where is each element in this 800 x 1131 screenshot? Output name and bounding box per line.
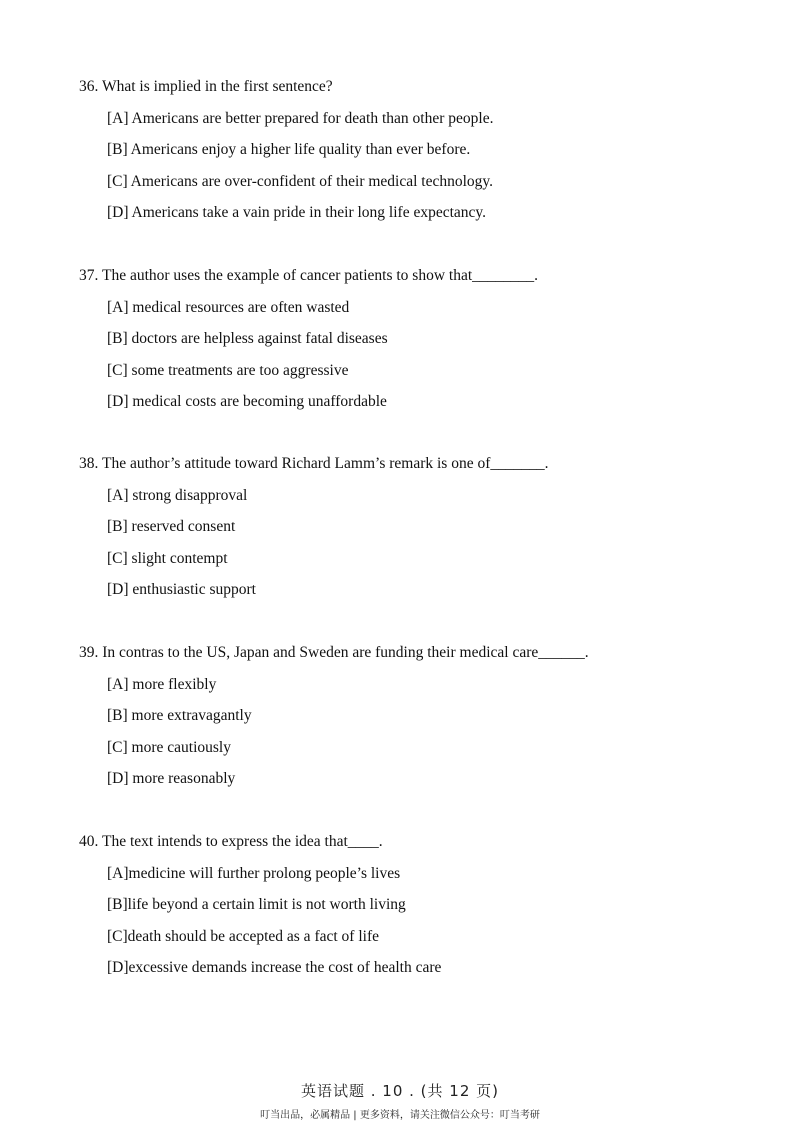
- question-stem: [79, 643, 739, 663]
- question-text: In contras to the US, Japan and Sweden are funding their medical care: [102, 644, 539, 661]
- option-c: [C]death should be accepted as a fact of life: [107, 927, 379, 945]
- question-36: [79, 77, 739, 223]
- question-stem: [79, 77, 739, 97]
- question-37: [79, 266, 739, 412]
- option-c: [C] some treatments are too aggressive: [107, 361, 349, 379]
- option-a: [A] Americans are better prepared for death than other people.: [107, 109, 494, 127]
- option-a: [A]medicine will further prolong people’s lives: [107, 864, 401, 882]
- option-c: [C] Americans are over-confident of their medical technology.: [107, 172, 494, 190]
- question-text: The text intends to express the idea that: [101, 833, 348, 850]
- question-text: The author’s attitude toward Richard Lamm’s remark is one of: [101, 455, 491, 472]
- answer-blank: _______.: [490, 455, 549, 472]
- answer-blank: ____.: [347, 833, 383, 850]
- watermark-note: 叮当出品，必属精品 | 更多资料，请关注微信公众号：叮当考研: [260, 1110, 540, 1121]
- question-number: 37.: [79, 267, 99, 284]
- option-d: [D] medical costs are becoming unaffordable: [107, 393, 387, 410]
- option-a: [A] more flexibly: [107, 675, 217, 693]
- question-39: [79, 643, 739, 789]
- answer-blank: ________.: [472, 267, 539, 284]
- option-d: [D] enthusiastic support: [107, 581, 256, 598]
- question-40: [79, 832, 739, 978]
- option-a: [A] strong disapproval: [107, 486, 248, 504]
- option-b: [B] doctors are helpless against fatal diseases: [107, 330, 388, 347]
- option-a: [A] medical resources are often wasted: [107, 298, 350, 316]
- option-d: [D] Americans take a vain pride in their long life expectancy.: [107, 204, 487, 221]
- question-number: 39.: [79, 644, 99, 661]
- answer-blank: ______.: [538, 644, 589, 661]
- question-38: [79, 454, 739, 600]
- option-b: [B] more extravagantly: [107, 707, 252, 724]
- option-c: [C] slight contempt: [107, 549, 228, 567]
- question-number: 36.: [79, 78, 99, 95]
- question-stem: [79, 832, 739, 852]
- page-number-footer: 英语试题 . 10 . (共 12 页): [300, 1082, 500, 1100]
- option-b: [B]life beyond a certain limit is not worth living: [107, 896, 406, 913]
- option-c: [C] more cautiously: [107, 738, 231, 756]
- question-stem: [79, 454, 739, 474]
- option-d: [D]excessive demands increase the cost of health care: [107, 959, 442, 976]
- question-stem: [79, 266, 739, 286]
- option-b: [B] Americans enjoy a higher life quality than ever before.: [107, 141, 471, 158]
- question-number: 40.: [79, 833, 99, 850]
- question-text: The author uses the example of cancer patients to show that: [101, 267, 473, 284]
- question-number: 38.: [79, 455, 99, 472]
- option-d: [D] more reasonably: [107, 770, 236, 787]
- question-text: What is implied in the first sentence?: [101, 78, 333, 95]
- option-b: [B] reserved consent: [107, 518, 236, 535]
